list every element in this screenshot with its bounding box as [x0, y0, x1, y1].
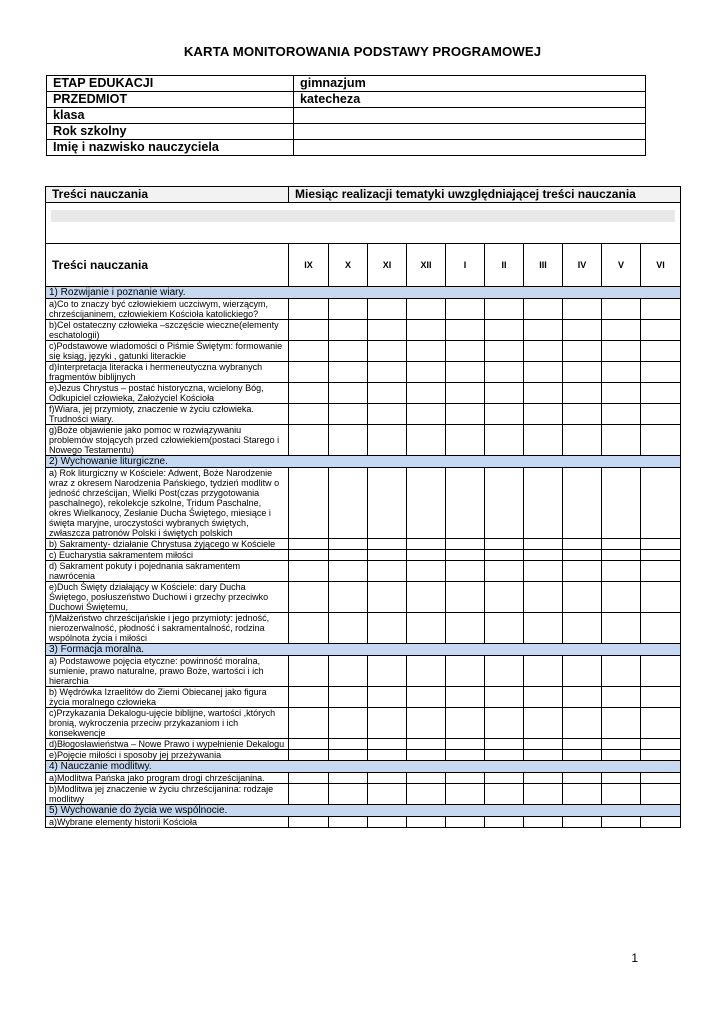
month-cell[interactable] — [289, 362, 329, 383]
table-row — [46, 687, 681, 708]
month-cell[interactable] — [407, 539, 446, 550]
month-cell[interactable] — [329, 750, 368, 761]
month-cell[interactable] — [446, 656, 485, 687]
month-cell[interactable] — [407, 468, 446, 539]
table-row — [46, 708, 681, 739]
month-cell[interactable] — [407, 784, 446, 805]
month-cell[interactable] — [641, 362, 681, 383]
month-cell[interactable] — [407, 561, 446, 582]
content-cell: g)Boże objawienie jako pomoc w rozwiązywaniu problemów stojących przed człowiekiem(postaci Starego i Nowego Testamentu) — [46, 425, 289, 456]
column-label: Treści nauczania — [46, 244, 289, 287]
month-cell[interactable] — [329, 383, 368, 404]
content-cell: a)Wybrane elementy historii Kościoła — [46, 817, 289, 828]
month-header: III — [524, 244, 563, 287]
section-row — [46, 805, 681, 817]
month-cell[interactable] — [446, 773, 485, 784]
month-cell[interactable] — [368, 383, 407, 404]
month-cell[interactable] — [641, 404, 681, 425]
month-cell[interactable] — [446, 613, 485, 644]
table-row — [46, 739, 681, 750]
content-cell: b)Modlitwa jej znaczenie w życiu chrześcijanina: rodzaje modlitwy — [46, 784, 289, 805]
month-cell[interactable] — [485, 539, 524, 550]
info-value[interactable]: katecheza — [294, 92, 646, 108]
month-cell[interactable] — [485, 613, 524, 644]
month-cell[interactable] — [485, 468, 524, 539]
month-cell[interactable] — [289, 750, 329, 761]
info-value[interactable]: gimnazjum — [294, 76, 646, 92]
month-cell[interactable] — [524, 750, 563, 761]
month-cell[interactable] — [329, 404, 368, 425]
content-cell: b) Sakramenty- działanie Chrystusa żyjącego w Kościele — [46, 539, 289, 550]
month-cell[interactable] — [485, 561, 524, 582]
month-cell[interactable] — [446, 383, 485, 404]
month-cell[interactable] — [524, 687, 563, 708]
month-cell[interactable] — [289, 582, 329, 613]
info-key: klasa — [47, 108, 294, 124]
month-cell[interactable] — [329, 341, 368, 362]
month-cell[interactable] — [563, 773, 602, 784]
month-cell[interactable] — [485, 750, 524, 761]
month-cell[interactable] — [524, 773, 563, 784]
month-cell[interactable] — [407, 773, 446, 784]
month-cell[interactable] — [329, 656, 368, 687]
month-cell[interactable] — [602, 708, 641, 739]
month-cell[interactable] — [602, 687, 641, 708]
month-cell[interactable] — [563, 425, 602, 456]
month-cell[interactable] — [368, 468, 407, 539]
month-cell[interactable] — [563, 656, 602, 687]
month-cell[interactable] — [368, 817, 407, 828]
month-cell[interactable] — [289, 320, 329, 341]
month-cell[interactable] — [289, 468, 329, 539]
table-row — [46, 817, 681, 828]
month-cell[interactable] — [602, 539, 641, 550]
month-cell[interactable] — [289, 561, 329, 582]
month-cell[interactable] — [368, 550, 407, 561]
month-header: V — [602, 244, 641, 287]
month-cell[interactable] — [524, 299, 563, 320]
header-right: Miesiąc realizacji tematyki uwzględniającej treści nauczania — [289, 187, 681, 203]
content-cell: b)Cel ostateczny człowieka –szczęście wieczne(elementy eschatologii) — [46, 320, 289, 341]
month-header: VI — [641, 244, 681, 287]
month-cell[interactable] — [563, 613, 602, 644]
month-cell[interactable] — [446, 708, 485, 739]
month-cell[interactable] — [289, 687, 329, 708]
month-cell[interactable] — [407, 708, 446, 739]
month-cell[interactable] — [485, 362, 524, 383]
month-cell[interactable] — [641, 582, 681, 613]
section-row — [46, 287, 681, 299]
month-cell[interactable] — [602, 468, 641, 539]
shaded-band — [51, 210, 675, 222]
month-cell[interactable] — [446, 341, 485, 362]
month-cell[interactable] — [602, 320, 641, 341]
info-value[interactable] — [294, 140, 646, 156]
content-cell: d) Sakrament pokuty i pojednania sakramentem nawrócenia — [46, 561, 289, 582]
month-cell[interactable] — [368, 750, 407, 761]
curriculum-table — [45, 186, 681, 828]
month-cell[interactable] — [329, 773, 368, 784]
month-cell[interactable] — [602, 362, 641, 383]
month-cell[interactable] — [289, 613, 329, 644]
month-cell[interactable] — [602, 383, 641, 404]
month-cell[interactable] — [329, 708, 368, 739]
month-header: I — [446, 244, 485, 287]
month-cell[interactable] — [446, 425, 485, 456]
month-cell[interactable] — [641, 539, 681, 550]
month-cell[interactable] — [524, 341, 563, 362]
content-cell: c) Eucharystia sakramentem miłości — [46, 550, 289, 561]
month-cell[interactable] — [524, 582, 563, 613]
month-cell[interactable] — [641, 425, 681, 456]
table-row — [46, 383, 681, 404]
table-row — [46, 750, 681, 761]
month-cell[interactable] — [289, 739, 329, 750]
month-cell[interactable] — [485, 550, 524, 561]
info-key: ETAP EDUKACJI — [47, 76, 294, 92]
month-cell[interactable] — [641, 550, 681, 561]
month-header: X — [329, 244, 368, 287]
month-cell[interactable] — [641, 687, 681, 708]
info-key: Rok szkolny — [47, 124, 294, 140]
month-cell[interactable] — [641, 299, 681, 320]
table-row — [46, 773, 681, 784]
month-cell[interactable] — [602, 784, 641, 805]
month-cell[interactable] — [368, 656, 407, 687]
month-cell[interactable] — [563, 539, 602, 550]
month-cell[interactable] — [329, 582, 368, 613]
month-cell[interactable] — [368, 341, 407, 362]
month-cell[interactable] — [563, 341, 602, 362]
month-cell[interactable] — [329, 561, 368, 582]
table-row — [46, 550, 681, 561]
month-cell[interactable] — [329, 739, 368, 750]
table-row — [46, 425, 681, 456]
table-row — [46, 341, 681, 362]
month-cell[interactable] — [602, 613, 641, 644]
content-cell: c)Podstawowe wiadomości o Piśmie Świętym: formowanie się ksiąg, języki , gatunki literackie — [46, 341, 289, 362]
content-cell: f)Małżeństwo chrześcijańskie i jego przymioty: jedność, nierozerwalność, płodność i sakramentalność, rodzina wspólnota życia i miłości — [46, 613, 289, 644]
month-cell[interactable] — [641, 773, 681, 784]
month-cell[interactable] — [446, 561, 485, 582]
month-header-row — [46, 244, 681, 287]
page-title: KARTA MONITOROWANIA PODSTAWY PROGRAMOWEJ — [183, 44, 542, 59]
month-cell[interactable] — [289, 773, 329, 784]
month-cell[interactable] — [524, 383, 563, 404]
content-cell: c)Przykazania Dekalogu-ujęcie biblijne, wartości ,których bronią, wykroczenia przeciw przykazaniom i ich konsekwencje — [46, 708, 289, 739]
month-cell[interactable] — [602, 425, 641, 456]
month-cell[interactable] — [524, 561, 563, 582]
month-cell[interactable] — [602, 299, 641, 320]
content-cell: a) Rok liturgiczny w Kościele: Adwent, Boże Narodzenie wraz z okresem Narodzenia Pańskiego, tydzień modlitw o jedność chrześcijan, Wielki Post(czas przygotowania paschalnego), rekolekcje szkolne, Tridum Paschalne, okres Wielkanocy, Zesłanie Ducha Świętego, miesiące i święta maryjne, uroczystości wybranych świętych, zwłaszcza patronów Polski i świętych polskich — [46, 468, 289, 539]
month-cell[interactable] — [485, 341, 524, 362]
month-header: XII — [407, 244, 446, 287]
table-row — [46, 468, 681, 539]
header-row — [46, 187, 681, 203]
month-cell[interactable] — [329, 550, 368, 561]
header-left: Treści nauczania — [46, 187, 289, 203]
month-cell[interactable] — [368, 425, 407, 456]
info-key: PRZEDMIOT — [47, 92, 294, 108]
info-row — [47, 92, 646, 108]
month-cell[interactable] — [563, 784, 602, 805]
table-row — [46, 404, 681, 425]
month-cell[interactable] — [289, 383, 329, 404]
month-cell[interactable] — [407, 582, 446, 613]
month-cell[interactable] — [602, 750, 641, 761]
month-cell[interactable] — [446, 687, 485, 708]
month-cell[interactable] — [524, 708, 563, 739]
month-cell[interactable] — [289, 539, 329, 550]
month-cell[interactable] — [407, 320, 446, 341]
month-header: XI — [368, 244, 407, 287]
month-cell[interactable] — [289, 550, 329, 561]
month-cell[interactable] — [329, 784, 368, 805]
month-header: IX — [289, 244, 329, 287]
month-cell[interactable] — [524, 817, 563, 828]
table-row — [46, 784, 681, 805]
section-title: 1) Rozwijanie i poznanie wiary. — [46, 287, 681, 299]
table-row — [46, 539, 681, 550]
month-cell[interactable] — [329, 425, 368, 456]
month-cell[interactable] — [602, 550, 641, 561]
month-cell[interactable] — [524, 425, 563, 456]
month-cell[interactable] — [289, 708, 329, 739]
month-cell[interactable] — [289, 425, 329, 456]
content-cell: e)Jezus Chrystus – postać historyczna, wcielony Bóg, Odkupiciel człowieka, Założyciel Kościoła — [46, 383, 289, 404]
month-cell[interactable] — [641, 750, 681, 761]
month-cell[interactable] — [641, 561, 681, 582]
month-cell[interactable] — [602, 817, 641, 828]
month-cell[interactable] — [446, 539, 485, 550]
month-cell[interactable] — [407, 404, 446, 425]
month-cell[interactable] — [446, 404, 485, 425]
section-row — [46, 456, 681, 468]
month-cell[interactable] — [563, 468, 602, 539]
month-cell[interactable] — [368, 773, 407, 784]
page-number: 1 — [631, 951, 638, 965]
month-cell[interactable] — [641, 656, 681, 687]
month-cell[interactable] — [368, 404, 407, 425]
info-row — [47, 108, 646, 124]
section-title: 2) Wychowanie liturgiczne. — [46, 456, 681, 468]
month-cell[interactable] — [407, 383, 446, 404]
month-cell[interactable] — [563, 750, 602, 761]
month-cell[interactable] — [329, 613, 368, 644]
month-cell[interactable] — [446, 468, 485, 539]
section-row — [46, 644, 681, 656]
month-cell[interactable] — [446, 299, 485, 320]
month-cell[interactable] — [524, 404, 563, 425]
month-cell[interactable] — [407, 362, 446, 383]
month-cell[interactable] — [485, 687, 524, 708]
month-cell[interactable] — [485, 299, 524, 320]
month-cell[interactable] — [485, 582, 524, 613]
month-cell[interactable] — [563, 687, 602, 708]
month-cell[interactable] — [368, 708, 407, 739]
month-cell[interactable] — [563, 383, 602, 404]
month-cell[interactable] — [407, 750, 446, 761]
band-cell — [46, 203, 681, 244]
month-cell[interactable] — [485, 404, 524, 425]
content-cell: d)Błogosławieństwa – Nowe Prawo i wypełnienie Dekalogu — [46, 739, 289, 750]
month-cell[interactable] — [289, 656, 329, 687]
info-table — [46, 75, 646, 156]
table-row — [46, 561, 681, 582]
month-cell[interactable] — [368, 362, 407, 383]
month-cell[interactable] — [368, 784, 407, 805]
content-cell: a)Modlitwa Pańska jako program drogi chrześcijanina. — [46, 773, 289, 784]
month-cell[interactable] — [368, 739, 407, 750]
month-cell[interactable] — [407, 341, 446, 362]
month-cell[interactable] — [485, 817, 524, 828]
month-cell[interactable] — [563, 299, 602, 320]
month-cell[interactable] — [602, 773, 641, 784]
month-cell[interactable] — [446, 750, 485, 761]
month-cell[interactable] — [329, 687, 368, 708]
month-cell[interactable] — [563, 817, 602, 828]
month-cell[interactable] — [329, 362, 368, 383]
info-key: Imię i nazwisko nauczyciela — [47, 140, 294, 156]
month-cell[interactable] — [446, 784, 485, 805]
month-cell[interactable] — [485, 383, 524, 404]
month-cell[interactable] — [563, 550, 602, 561]
table-row — [46, 320, 681, 341]
month-cell[interactable] — [289, 404, 329, 425]
month-cell[interactable] — [446, 362, 485, 383]
month-cell[interactable] — [329, 299, 368, 320]
table-row — [46, 582, 681, 613]
month-cell[interactable] — [524, 656, 563, 687]
content-cell: d)Interpretacja literacka i hermeneutyczna wybranych fragmentów biblijnych — [46, 362, 289, 383]
month-cell[interactable] — [289, 299, 329, 320]
month-cell[interactable] — [407, 425, 446, 456]
month-cell[interactable] — [407, 817, 446, 828]
month-cell[interactable] — [407, 550, 446, 561]
month-cell[interactable] — [524, 320, 563, 341]
month-cell[interactable] — [368, 299, 407, 320]
month-cell[interactable] — [602, 739, 641, 750]
month-cell[interactable] — [368, 613, 407, 644]
table-row — [46, 656, 681, 687]
table-row — [46, 299, 681, 320]
month-cell[interactable] — [485, 739, 524, 750]
month-cell[interactable] — [485, 708, 524, 739]
month-cell[interactable] — [641, 320, 681, 341]
month-cell[interactable] — [641, 468, 681, 539]
month-cell[interactable] — [446, 550, 485, 561]
month-cell[interactable] — [602, 561, 641, 582]
month-cell[interactable] — [368, 582, 407, 613]
month-cell[interactable] — [289, 341, 329, 362]
month-cell[interactable] — [524, 613, 563, 644]
month-header: II — [485, 244, 524, 287]
info-row — [47, 76, 646, 92]
month-cell[interactable] — [602, 404, 641, 425]
month-cell[interactable] — [329, 817, 368, 828]
month-cell[interactable] — [641, 341, 681, 362]
month-cell[interactable] — [446, 582, 485, 613]
month-cell[interactable] — [368, 687, 407, 708]
month-cell[interactable] — [524, 539, 563, 550]
month-cell[interactable] — [563, 582, 602, 613]
month-cell[interactable] — [563, 320, 602, 341]
content-cell: f)Wiara, jej przymioty, znaczenie w życiu człowieka. Trudności wiary. — [46, 404, 289, 425]
section-title: 5) Wychowanie do życia we wspólnocie. — [46, 805, 681, 817]
content-cell: a)Co to znaczy być człowiekiem uczciwym, wierzącym, chrześcijaninem, człowiekiem Kościoła katolickiego? — [46, 299, 289, 320]
month-cell[interactable] — [563, 708, 602, 739]
month-cell[interactable] — [407, 687, 446, 708]
month-cell[interactable] — [524, 739, 563, 750]
month-cell[interactable] — [368, 561, 407, 582]
month-cell[interactable] — [289, 817, 329, 828]
section-title: 3) Formacja moralna. — [46, 644, 681, 656]
month-cell[interactable] — [485, 784, 524, 805]
month-cell[interactable] — [329, 320, 368, 341]
month-cell[interactable] — [407, 613, 446, 644]
month-cell[interactable] — [485, 425, 524, 456]
section-row — [46, 761, 681, 773]
month-cell[interactable] — [407, 299, 446, 320]
info-row — [47, 140, 646, 156]
month-cell[interactable] — [563, 362, 602, 383]
month-cell[interactable] — [485, 773, 524, 784]
month-cell[interactable] — [641, 739, 681, 750]
month-cell[interactable] — [329, 539, 368, 550]
month-cell[interactable] — [602, 341, 641, 362]
month-cell[interactable] — [446, 739, 485, 750]
month-cell[interactable] — [524, 784, 563, 805]
table-row — [46, 362, 681, 383]
content-cell: e)Pojęcie miłości i sposoby jej przeżywania — [46, 750, 289, 761]
month-cell[interactable] — [563, 561, 602, 582]
month-cell[interactable] — [407, 656, 446, 687]
content-cell: e)Duch Święty działający w Kościele: dary Ducha Świętego, posłuszeństwo Duchowi i grzechy przeciwko Duchowi Świętemu, — [46, 582, 289, 613]
month-cell[interactable] — [641, 613, 681, 644]
month-cell[interactable] — [485, 656, 524, 687]
month-cell[interactable] — [602, 656, 641, 687]
month-cell[interactable] — [368, 539, 407, 550]
month-header: IV — [563, 244, 602, 287]
month-cell[interactable] — [563, 739, 602, 750]
month-cell[interactable] — [641, 708, 681, 739]
month-cell[interactable] — [641, 383, 681, 404]
month-cell[interactable] — [485, 320, 524, 341]
month-cell[interactable] — [446, 817, 485, 828]
month-cell[interactable] — [446, 320, 485, 341]
month-cell[interactable] — [602, 582, 641, 613]
info-value[interactable] — [294, 108, 646, 124]
month-cell[interactable] — [407, 739, 446, 750]
month-cell[interactable] — [329, 468, 368, 539]
section-title: 4) Nauczanie modlitwy. — [46, 761, 681, 773]
content-cell: b) Wędrówka Izraelitów do Ziemi Obiecanej jako figura życia moralnego człowieka — [46, 687, 289, 708]
month-cell[interactable] — [524, 362, 563, 383]
band-row — [46, 203, 681, 244]
month-cell[interactable] — [524, 468, 563, 539]
info-value[interactable] — [294, 124, 646, 140]
month-cell[interactable] — [524, 550, 563, 561]
month-cell[interactable] — [641, 784, 681, 805]
month-cell[interactable] — [563, 404, 602, 425]
table-row — [46, 613, 681, 644]
month-cell[interactable] — [641, 817, 681, 828]
month-cell[interactable] — [289, 784, 329, 805]
content-cell: a) Podstawowe pojęcia etyczne: powinność moralna, sumienie, prawo naturalne, prawo Boże, wartości i ich hierarchia — [46, 656, 289, 687]
info-row — [47, 124, 646, 140]
month-cell[interactable] — [368, 320, 407, 341]
